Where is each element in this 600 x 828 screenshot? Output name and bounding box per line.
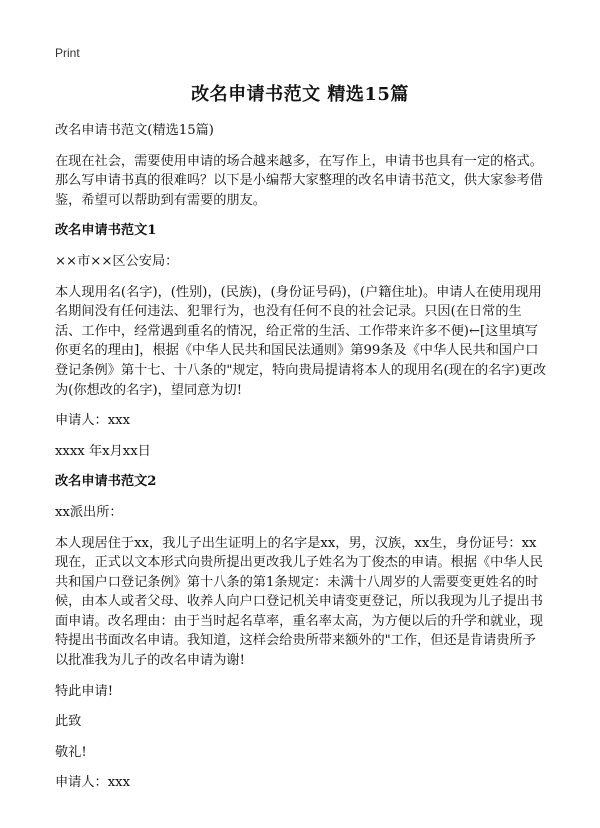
intro-paragraph: 在现在社会，需要使用申请的场合越来越多，在写作上，申请书也具有一定的格式。那么写申请书真的很难吗？以下是小编帮大家整理的改名申请书范文，供大家参考借鉴，希望可以帮助到有需要的朋友。 [55, 153, 543, 208]
section-1-applicant: 申请人：xxx [55, 413, 131, 429]
section-heading-1: 改名申请书范文1 [55, 223, 157, 239]
section-2-addressee: xx派出所： [55, 504, 123, 520]
section-2-closing-salutation: 此致 [55, 714, 82, 730]
section-1-addressee: ××市××区公安局： [55, 253, 179, 269]
document-body [55, 121, 547, 804]
section-1-date: xxxx 年x月xx日 [55, 443, 151, 459]
section-2-body: 本人现居住于xx，我儿子出生证明上的名字是xx，男，汉族，xx生，身份证号：xx现在，正式以文本形式向贵所提出更改我儿子姓名为丁俊杰的申请。根据《中华人民共和国户口登记条例》第十八条的第1条规定：未满十八周岁的人需要变更姓名的时候，由本人或者父母、收养人向户口登记机关申请变更登记，所以我现为儿子提出书面申请。改名理由：由于当时起名草率，重名率太高，为方便以后的升学和就业，现特提出书面改名申请。我知道，这样会给贵所带来额外的"工作，但还是肯请贵所予以批准我为儿子的改名申请为谢! [55, 535, 543, 669]
print-link[interactable]: Print [55, 46, 80, 60]
section-heading-2: 改名申请书范文2 [55, 474, 157, 490]
section-2-closing-regards: 敬礼! [55, 744, 87, 760]
document-subtitle: 改名申请书范文(精选15篇) [55, 123, 214, 138]
section-2-applicant: 申请人：xxx [55, 775, 131, 791]
section-1-body: 本人现用名(名字)，(性别)，(民族)，(身份证号码)，(户籍住址)。申请人在使用现用名期间没有任何违法、犯罪行为，也没有任何不良的社会记录。只因(在日常的生活、工作中，经常遇到重名的情况，给正常的生活、工作带来许多不便)←[这里填写你更名的理由]，根据《中华人民共和国民法通则》第99条及《中华人民共和国户口登记条例》第十七、十八条的"规定，特向贵局提请将本人的现用名(现在的名字)更改为(你想改的名字)，望同意为切! [55, 284, 547, 398]
document-title: 改名申请书范文 精选15篇 [191, 84, 409, 105]
section-2-closing-request: 特此申请! [55, 683, 114, 699]
